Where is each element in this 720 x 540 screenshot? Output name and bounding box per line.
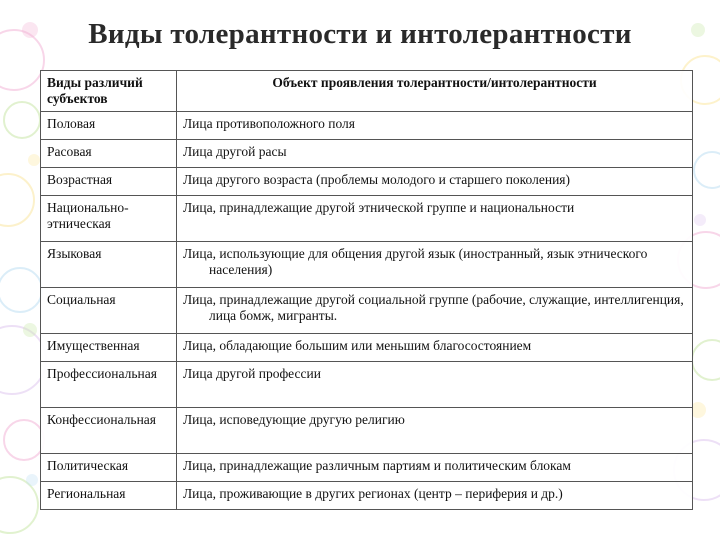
table-cell-object: Лица другой расы: [177, 140, 693, 168]
table-cell-type: Конфессиональная: [41, 408, 177, 454]
table-row: [41, 482, 693, 510]
table-row: [41, 168, 693, 196]
table-header-row: [41, 71, 693, 112]
table-cell-object: [177, 242, 693, 288]
table-row: [41, 196, 693, 242]
table-row: [41, 112, 693, 140]
tolerance-types-table: [40, 70, 693, 510]
table-row: [41, 454, 693, 482]
table-cell-type: Языковая: [41, 242, 177, 288]
table-cell-object: Лица другого возраста (проблемы молодого и старшего поколения): [177, 168, 693, 196]
table-cell-type: Региональная: [41, 482, 177, 510]
table-cell-object-text: Лица, принадлежащие другой социальной группе (рабочие, служащие, интеллигенция, лица бомж, мигранты.: [183, 292, 684, 323]
table-cell-object: Лица, принадлежащие другой этнической группе и национальности: [177, 196, 693, 242]
table-cell-type: Национально-этническая: [41, 196, 177, 242]
table-row: [41, 334, 693, 362]
table-cell-type: Профессиональная: [41, 362, 177, 408]
table-row: [41, 242, 693, 288]
table-cell-object-text: Лица, использующие для общения другой язык (иностранный, язык этнического населения): [183, 246, 648, 277]
table-cell-type: Политическая: [41, 454, 177, 482]
table-cell-type: Половая: [41, 112, 177, 140]
table-cell-object: Лица другой профессии: [177, 362, 693, 408]
table-row: [41, 362, 693, 408]
table-row: [41, 288, 693, 334]
table-cell-object: Лица, принадлежащие различным партиям и политическим блокам: [177, 454, 693, 482]
header-difference-types: Виды различий субъектов: [41, 71, 177, 112]
table-cell-object: Лица противоположного поля: [177, 112, 693, 140]
table-cell-object: Лица, проживающие в других регионах (центр – периферия и др.): [177, 482, 693, 510]
table-cell-type: Имущественная: [41, 334, 177, 362]
page-title: Виды толерантности и интолерантности: [88, 18, 632, 50]
table-row: [41, 408, 693, 454]
table-cell-type: Социальная: [41, 288, 177, 334]
table-cell-object: Лица, обладающие большим или меньшим благосостоянием: [177, 334, 693, 362]
header-manifestation-object: Объект проявления толерантности/интолерантности: [177, 71, 693, 112]
table-cell-type: Возрастная: [41, 168, 177, 196]
table-cell-type: Расовая: [41, 140, 177, 168]
table-cell-object: [177, 288, 693, 334]
table-cell-object: Лица, исповедующие другую религию: [177, 408, 693, 454]
table-row: [41, 140, 693, 168]
